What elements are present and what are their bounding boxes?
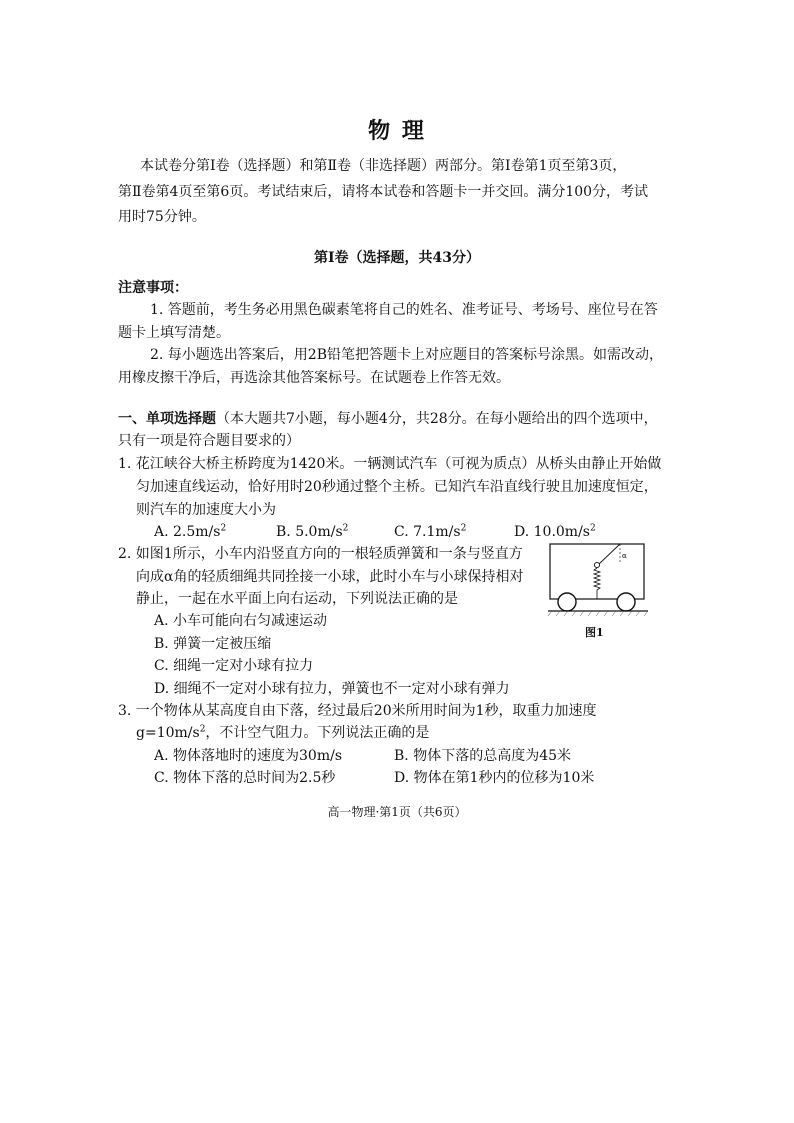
ground-hatch: [548, 611, 648, 616]
part1-heading-rest: （本大题共7小题，每小题4分，共28分。在每小题给出的四个选项中，: [216, 411, 658, 427]
q1-line-3: 则汽车的加速度大小为: [136, 502, 276, 518]
wheel-left: [558, 593, 576, 611]
q2-option-a: A. 小车可能向右匀减速运动: [154, 613, 328, 629]
q3-line-2: $g=10m/s^2$，不计空气阻力。下列说法正确的是: [136, 724, 430, 741]
cart-diagram: [548, 542, 648, 618]
q1-line-2: 匀加速直线运动，恰好用时20秒通过整个主桥。已知汽车沿直线行驶且加速度恒定，: [136, 479, 658, 495]
q2-option-c: C. 细绳一定对小球有拉力: [154, 658, 314, 674]
page-footer: 高一物理·第1页（共6页）: [327, 805, 467, 819]
q2-line-3: 静止，一起在水平面上向右运动，下列说法正确的是: [136, 591, 458, 607]
part1-heading-line-1: [118, 409, 658, 429]
q1-option-b: B. $5.0m/s^2$: [276, 523, 349, 540]
part1-heading-line-2: 只有一项是符合题目要求的）: [118, 433, 300, 449]
notice-item-2-line-1: 2. 每小题选出答案后，用2B铅笔把答题卡上对应题目的答案标号涂黑。如需改动，: [150, 347, 664, 363]
figure-1-caption: 图1: [585, 626, 604, 639]
q1-option-a: A. $2.5m/s^2$: [154, 523, 227, 540]
wheel-right: [617, 593, 635, 611]
rope: [599, 544, 620, 564]
intro-line-3: 用时75分钟。: [118, 209, 206, 225]
spring: [594, 568, 600, 599]
q3-option-a: A. 物体落地时的速度为30m/s: [154, 748, 343, 764]
part1-heading: 一、单项选择题: [118, 411, 216, 427]
q1-option-d: D. $10.0m/s^2$: [514, 523, 596, 540]
q2-line-2: 向成α角的轻质细绳共同拴接一小球，此时小车与小球保持相对: [136, 569, 524, 585]
q1-option-c: C. $7.1m/s^2$: [394, 523, 467, 540]
q3-option-b: B. 物体下落的总高度为45米: [394, 748, 572, 764]
q2-option-b: B. 弹簧一定被压缩: [154, 636, 272, 652]
angle-label: α: [622, 552, 627, 560]
notice-item-1-line-1: 1. 答题前，考生务必用黑色碳素笔将自己的姓名、准考证号、考场号、座位号在答: [150, 302, 658, 318]
q2-option-d: D. 细绳不一定对小球有拉力，弹簧也不一定对小球有弹力: [154, 681, 510, 697]
notice-item-1-line-2: 题卡上填写清楚。: [118, 325, 230, 341]
page-title: 物 理: [368, 118, 426, 144]
q3-line-1: 3. 一个物体从某高度自由下落，经过最后20米所用时间为1秒，取重力加速度: [118, 703, 597, 719]
q3-option-c: C. 物体下落的总时间为2.5秒: [154, 770, 336, 786]
ball: [594, 562, 599, 567]
section-title: 第Ⅰ卷（选择题，共43分）: [313, 250, 481, 266]
q1-line-1: 1. 花江峡谷大桥主桥跨度为1420米。一辆测试汽车（可视为质点）从桥头由静止开始做: [118, 456, 662, 472]
q2-line-1: 2. 如图1所示，小车内沿竖直方向的一根轻质弹簧和一条与竖直方: [118, 546, 523, 562]
notice-heading: 注意事项：: [118, 280, 188, 296]
intro-line-1: 本试卷分第Ⅰ卷（选择题）和第Ⅱ卷（非选择题）两部分。第Ⅰ卷第1页至第3页，: [140, 158, 627, 174]
intro-line-2: 第Ⅱ卷第4页至第6页。考试结束后，请将本试卷和答题卡一并交回。满分100分，考试: [118, 184, 649, 200]
q3-option-d: D. 物体在第1秒内的位移为10米: [394, 770, 595, 786]
notice-item-2-line-2: 用橡皮擦干净后，再选涂其他答案标号。在试题卷上作答无效。: [118, 370, 510, 386]
figure-1: [548, 542, 648, 618]
